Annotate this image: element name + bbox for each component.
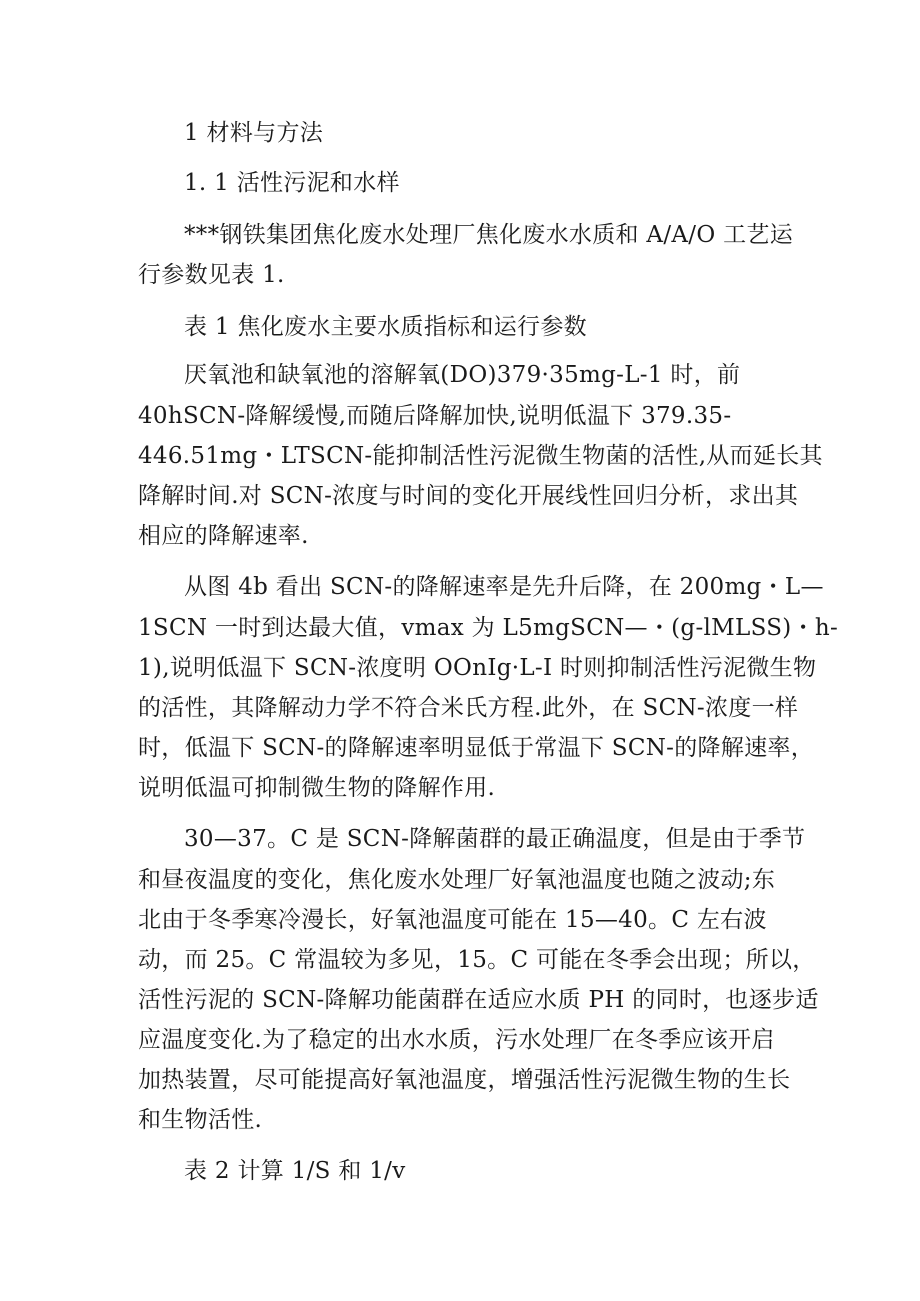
paragraph-line: 1SCN 一时到达最大值，vmax 为 L5mgSCN—・(g-lMLSS)・h- (138, 615, 839, 641)
paragraph-line: 40hSCN-降解缓慢,而随后降解加快,说明低温下 379.35- (138, 403, 732, 429)
paragraph-line: 446.51mg・LTSCN-能抑制活性污泥微生物菌的活性,从而延长其 (138, 443, 823, 469)
subsection-heading: 1. 1 活性污泥和水样 (184, 170, 400, 196)
paragraph-line: 北由于冬季寒冷漫长，好氧池温度可能在 15—40。C 左右波 (138, 907, 767, 933)
paragraph-line: 降解时间.对 SCN-浓度与时间的变化开展线性回归分析，求出其 (138, 483, 799, 509)
paragraph-line: 加热装置，尽可能提高好氧池温度，增强活性污泥微生物的生长 (138, 1067, 791, 1093)
paragraph-line: 从图 4b 看出 SCN-的降解速率是先升后降，在 200mg・L— (184, 574, 824, 600)
paragraph-line: 1),说明低温下 SCN-浓度明 OOnIg·L-I 时则抑制活性污泥微生物 (138, 655, 817, 681)
paragraph-line: 和生物活性. (138, 1107, 263, 1133)
paragraph-line: 动，而 25。C 常温较为多见，15。C 可能在冬季会出现；所以， (138, 947, 816, 973)
paragraph-line: 行参数见表 1. (138, 262, 285, 288)
paragraph-line: 应温度变化.为了稳定的出水水质，污水处理厂在冬季应该开启 (138, 1027, 775, 1053)
paragraph-line: 的活性，其降解动力学不符合米氏方程.此外，在 SCN-浓度一样 (138, 695, 799, 721)
paragraph-line: 活性污泥的 SCN-降解功能菌群在适应水质 PH 的同时，也逐步适 (138, 987, 819, 1013)
paragraph-line: 和昼夜温度的变化，焦化废水处理厂好氧池温度也随之波动;东 (138, 867, 776, 893)
paragraph-line: 时，低温下 SCN-的降解速率明显低于常温下 SCN-的降解速率， (138, 735, 815, 761)
paragraph-line: ***钢铁集团焦化废水处理厂焦化废水水质和 A/A/O 工艺运 (184, 222, 793, 248)
section-heading: 1 材料与方法 (184, 120, 324, 146)
table-2-caption: 表 2 计算 1/S 和 1/v (184, 1158, 406, 1184)
table-1-caption: 表 1 焦化废水主要水质指标和运行参数 (184, 314, 587, 340)
paragraph-line: 厌氧池和缺氧池的溶解氧(DO)379·35mg-L-1 时，前 (184, 362, 741, 388)
paragraph-line: 30—37。C 是 SCN-降解菌群的最正确温度，但是由于季节 (184, 826, 806, 852)
paragraph-line: 相应的降解速率. (138, 523, 309, 549)
paragraph-line: 说明低温可抑制微生物的降解作用. (138, 775, 496, 801)
